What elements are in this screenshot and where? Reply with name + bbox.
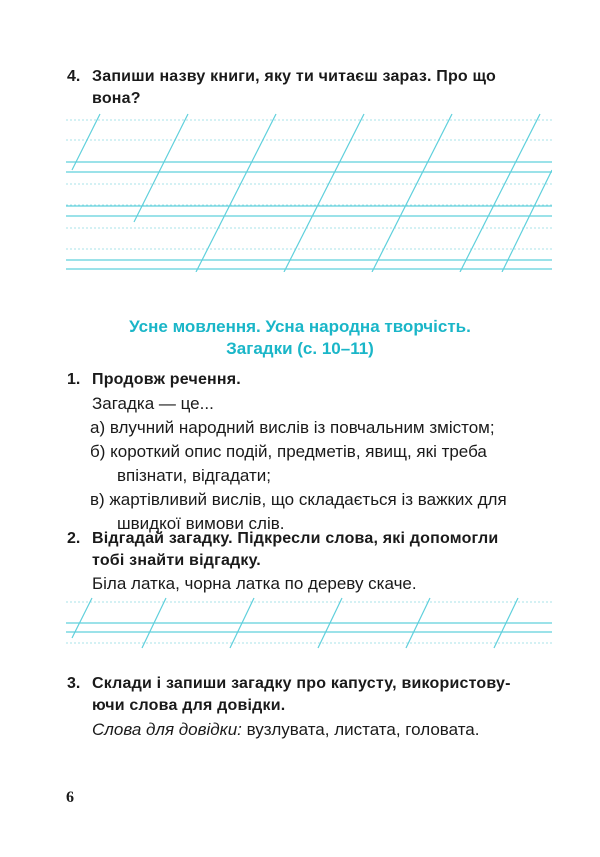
task-2-number: 2. <box>67 530 81 547</box>
option-b-line-1: б) короткий опис подій, предметів, явищ, які треба <box>90 442 487 461</box>
handwriting-ruling-1 <box>66 112 552 272</box>
task-1-heading: Продовж речення. <box>92 371 241 388</box>
task-1-number: 1. <box>67 371 81 388</box>
task-4-heading-line-1: Запиши назву книги, яку ти читаєш зараз. Про що <box>92 68 497 85</box>
option-b-line-2: впізнати, відгадати; <box>117 466 272 485</box>
option-a-line-1: а) влучний народний вислів із повчальним змістом; <box>90 418 495 437</box>
task-3-number: 3. <box>67 675 81 692</box>
task-2-heading-line-1: Відгадай загадку. Підкресли слова, які допомогли <box>92 530 499 547</box>
task-3-hint-label: Слова для довідки: <box>92 720 242 739</box>
page-number: 6 <box>66 789 74 806</box>
task-4-heading-line-2: вона? <box>92 90 141 107</box>
task-3-hint-words: вузлувата, листата, головата. <box>241 720 480 739</box>
task-1-option-a <box>90 416 552 440</box>
task-3-heading-line-1: Склади і запиши загадку про капусту, використову- <box>92 675 511 692</box>
handwriting-ruled-area-1[interactable] <box>66 112 552 272</box>
handwriting-ruling-2 <box>66 596 552 654</box>
task-3-heading-line-2: ючи слова для довідки. <box>92 697 286 714</box>
section-title-line-1: Усне мовлення. Усна народна творчість. <box>129 317 471 336</box>
task-1-option-b <box>90 440 560 488</box>
option-c-line-2: швидкої вимови слів. <box>117 514 285 533</box>
task-4-number: 4. <box>67 68 81 85</box>
section-title-line-2: Загадки (с. 10–11) <box>226 339 374 358</box>
handwriting-ruled-area-2[interactable] <box>66 596 552 654</box>
task-2-heading-line-2: тобі знайти відгадку. <box>92 552 261 569</box>
option-c-line-1: в) жартівливий вислів, що складається із важких для <box>90 490 507 509</box>
task-2-riddle: Біла латка, чорна латка по дереву скаче. <box>92 574 417 593</box>
task-3-hint <box>92 718 562 742</box>
task-1-prompt: Загадка — це... <box>92 394 214 413</box>
